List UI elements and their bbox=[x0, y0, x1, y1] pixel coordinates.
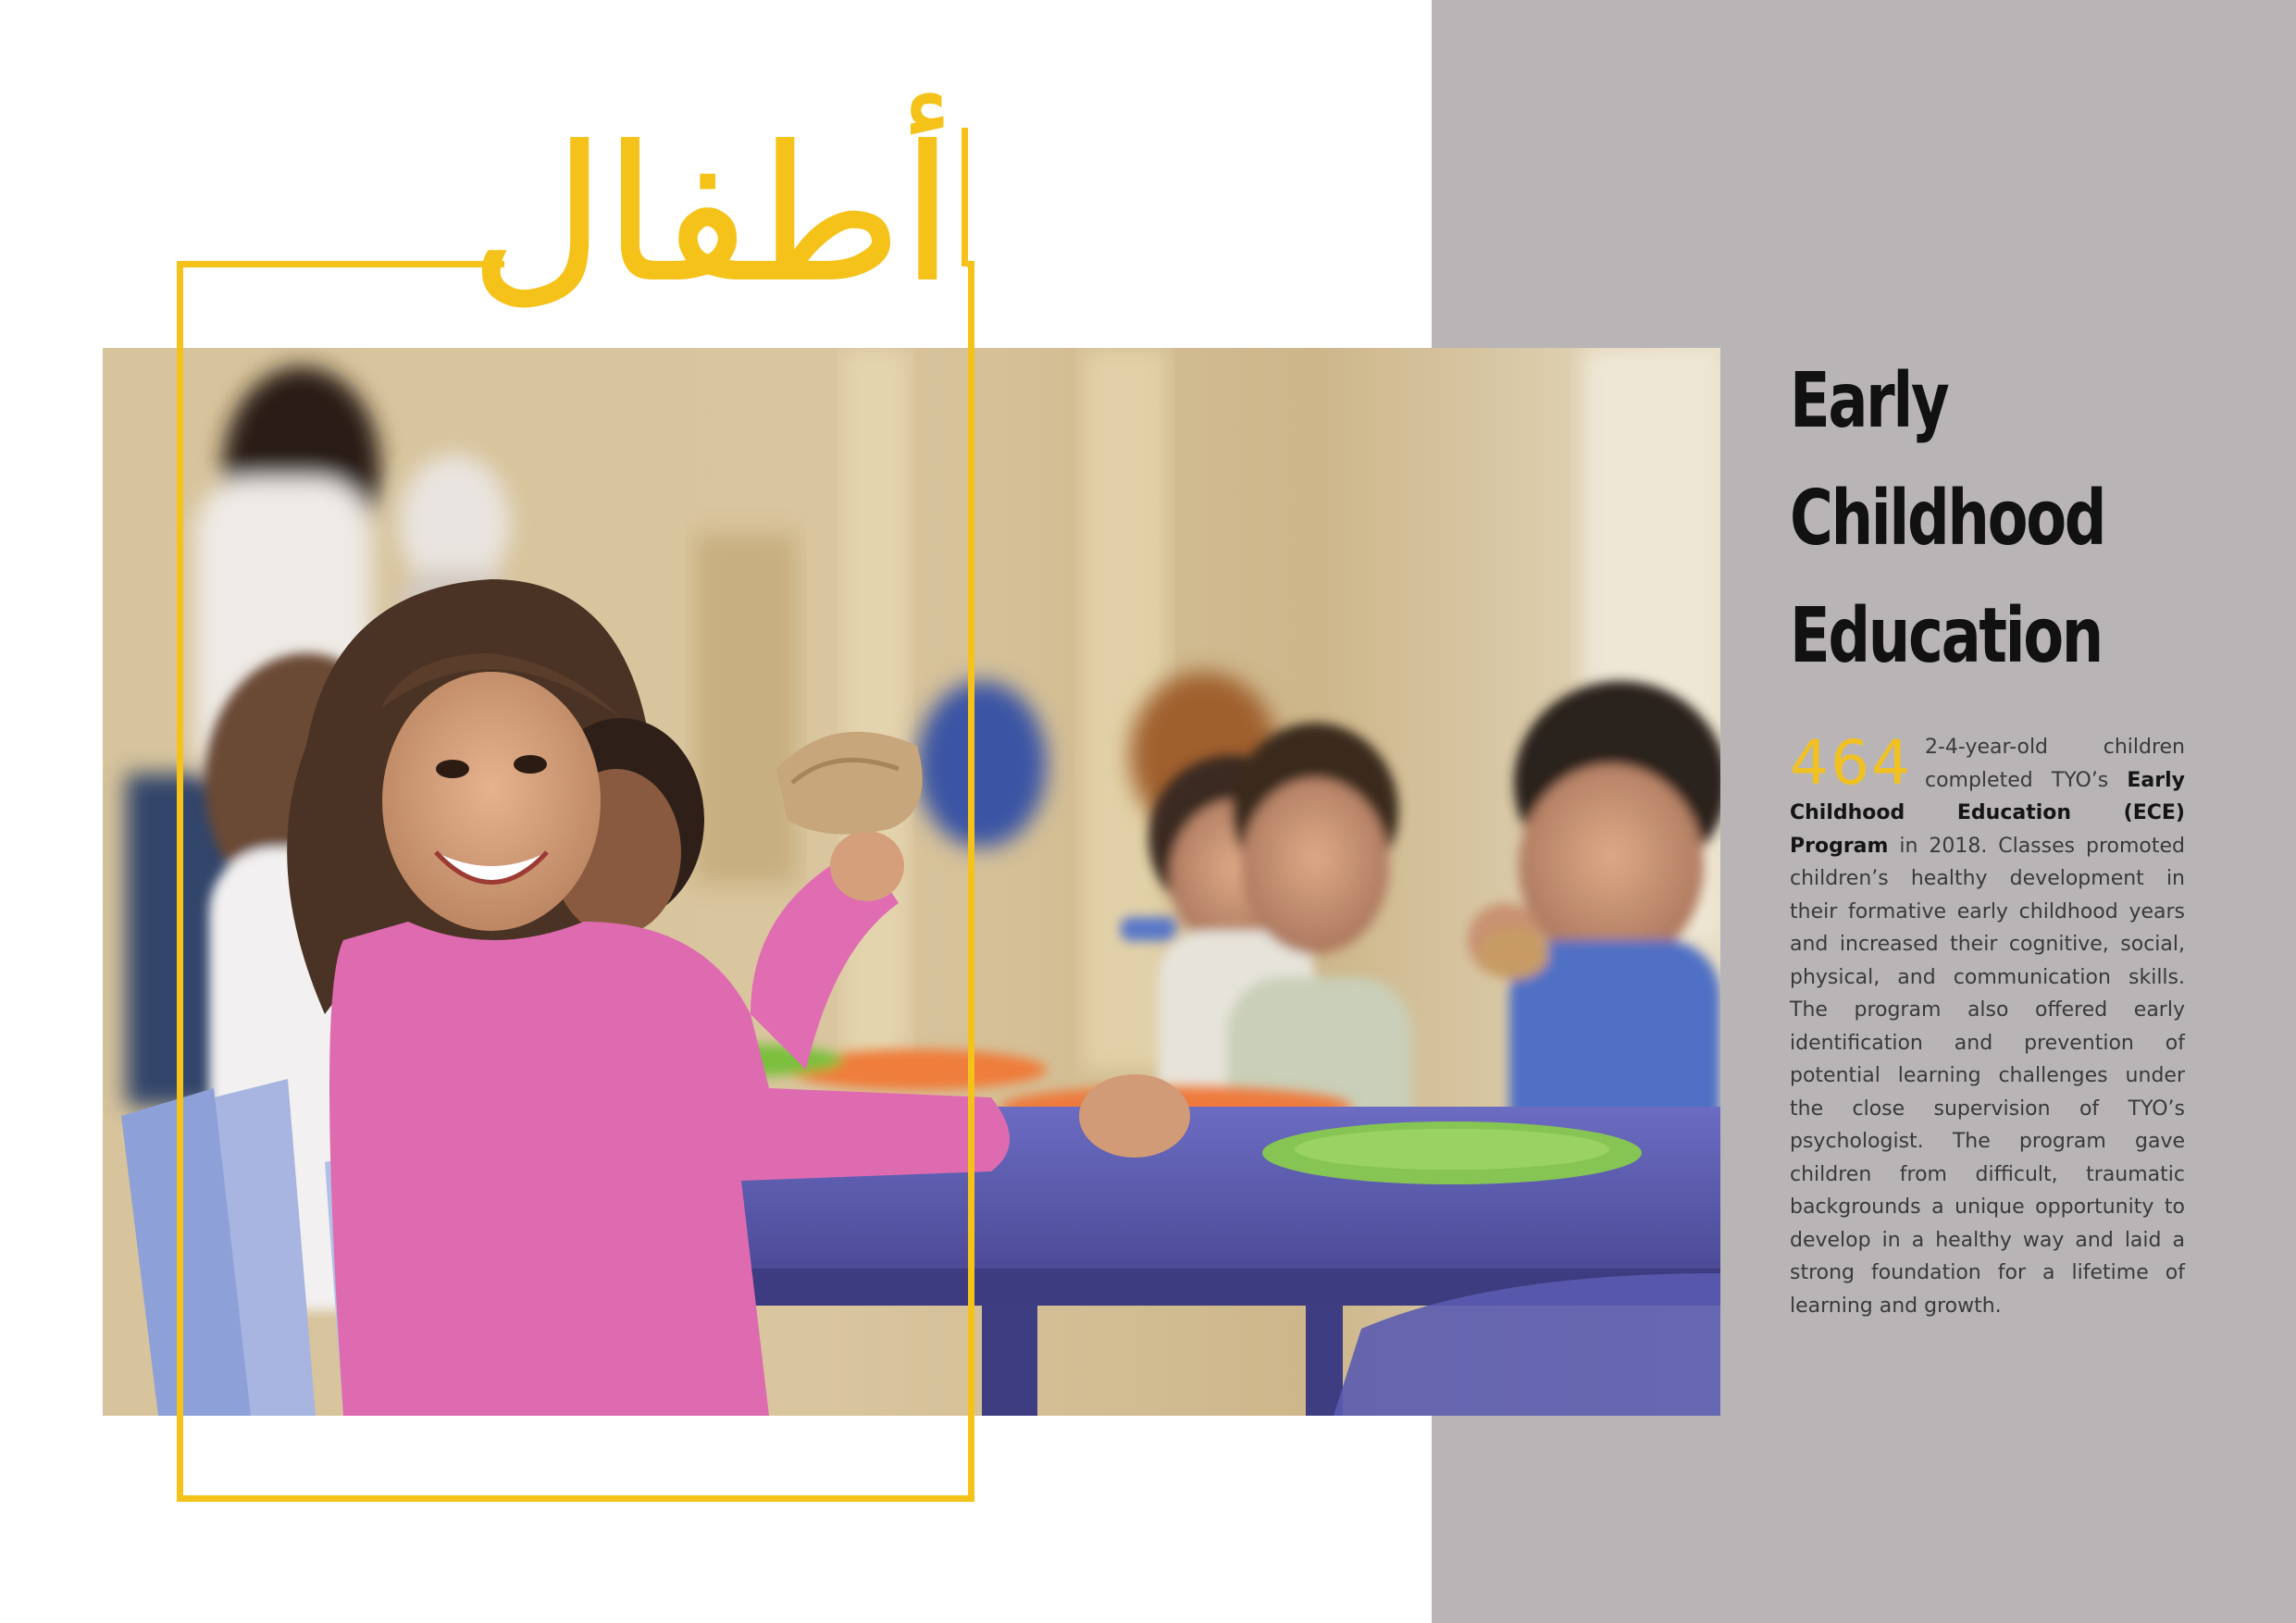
description-text: in 2018. Classes promoted children’s healthy development in their formative early childhood years and increased their cognitive, social, physical, and communication skills. The program also offered early identification and prevention of potential learning challenges under the close supervision of TYO’s psychologist. The program gave children from difficult, traumatic backgrounds a unique opportunity to develop in a healthy way and laid a strong foundation for a lifetime of learning and growth. bbox=[1790, 834, 2185, 1318]
page-title bbox=[1790, 342, 2151, 695]
program-description bbox=[1790, 727, 2185, 1322]
stat-lead: 2-4-year-old children completed TYO’s bbox=[1924, 736, 2185, 792]
title-line-3: Education bbox=[1790, 592, 2103, 680]
yellow-frame bbox=[177, 261, 974, 1502]
stat-number: 464 bbox=[1790, 727, 1912, 799]
arabic-heading: أطفال bbox=[469, 107, 953, 323]
program-name: Early Childhood Education (ECE) Program bbox=[1790, 768, 2185, 858]
title-line-1: Early bbox=[1790, 357, 1948, 445]
frame-right-extension bbox=[962, 128, 968, 266]
title-line-2: Childhood bbox=[1790, 475, 2105, 563]
